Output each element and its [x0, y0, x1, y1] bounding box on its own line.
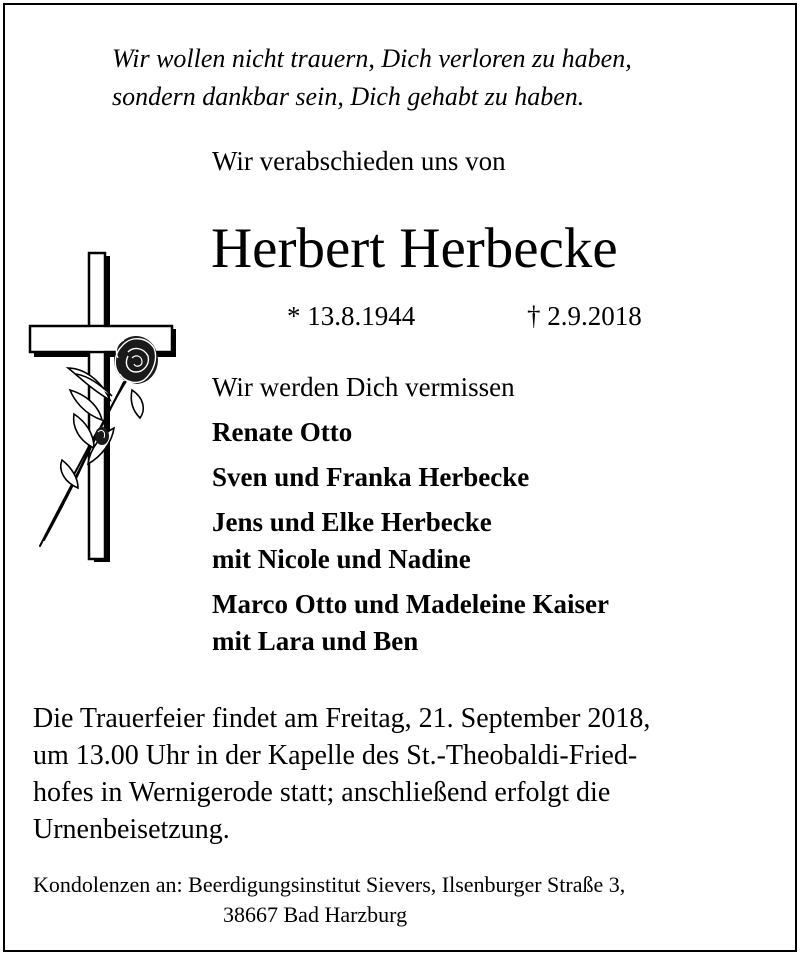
mourner-name: Renate Otto [212, 417, 353, 447]
cross-icon [30, 253, 172, 559]
mourner-name: Sven und Franka Herbecke [212, 462, 530, 492]
rose-bud-icon [95, 427, 109, 445]
mourner-name: mit Nicole und Nadine [212, 544, 471, 574]
mourner-name: mit Lara und Ben [212, 626, 419, 656]
service-line: Urnenbeisetzung. [33, 814, 230, 845]
service-line: hofes in Wernigerode statt; anschließend erfolgt die [33, 777, 611, 808]
mourner-name: Jens und Elke Herbecke [212, 507, 492, 537]
service-line: um 13.00 Uhr in der Kapelle des St.-Theobaldi-Fried- [33, 740, 638, 771]
condolences-address [33, 870, 625, 930]
rose-blossom-icon [114, 336, 158, 385]
motto-quote [112, 40, 632, 116]
motto-line-1: Wir wollen nicht trauern, Dich verloren zu haben, [112, 44, 632, 73]
miss-line: Wir werden Dich vermissen [212, 372, 515, 402]
death-date: † 2.9.2018 [527, 301, 642, 331]
mourners-list [212, 414, 609, 660]
condolences-line-2: 38667 Bad Harzburg [223, 902, 408, 927]
condolences-line-1: Kondolenzen an: Beerdigungsinstitut Sievers, Ilsenburger Straße 3, [33, 872, 626, 897]
farewell-intro: Wir verabschieden uns von [212, 146, 506, 176]
funeral-service-info [33, 700, 650, 848]
motto-line-2: sondern dankbar sein, Dich gehabt zu haben. [112, 82, 585, 111]
deceased-name: Herbert Herbecke [211, 217, 618, 280]
service-line: Die Trauerfeier findet am Freitag, 21. September 2018, [33, 703, 651, 734]
cross-with-rose-icon [28, 250, 178, 570]
mourner-name: Marco Otto und Madeleine Kaiser [212, 589, 609, 619]
birth-date: * 13.8.1944 [287, 301, 416, 331]
